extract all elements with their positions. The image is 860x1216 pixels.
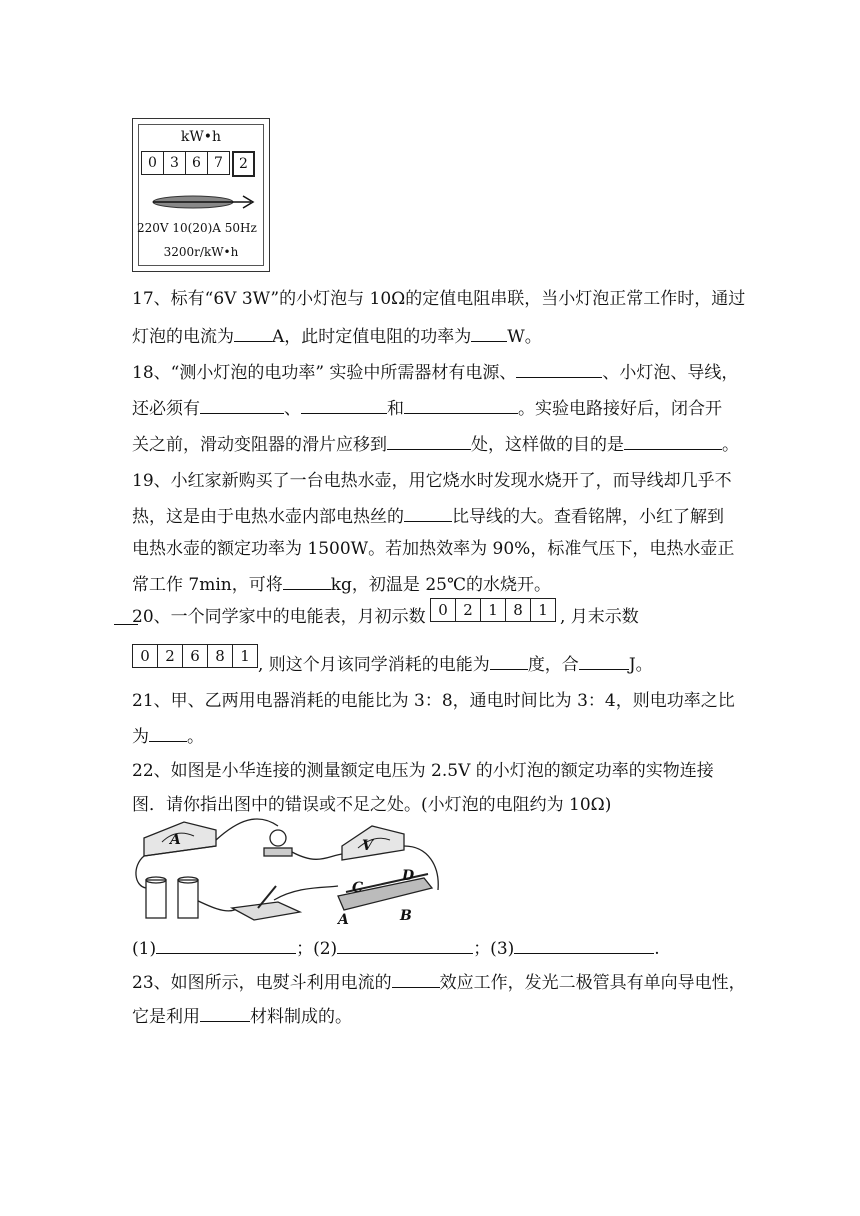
q19-text: kg，初温是 25℃的水烧开。 [330, 575, 551, 595]
q20-line1 [132, 606, 426, 628]
q21-line2 [132, 724, 204, 748]
end-reading-digits [132, 644, 258, 668]
start-reading-digits [430, 598, 556, 622]
q17-text: W。 [507, 327, 542, 347]
answer-blank[interactable] [516, 360, 602, 378]
q23-line2 [132, 1004, 352, 1028]
voltmeter-label: V [362, 838, 373, 854]
digit: 8 [208, 645, 233, 667]
bulb-icon [270, 830, 286, 846]
answer-blank[interactable] [301, 396, 387, 414]
meter-disc-icon [147, 191, 259, 213]
q19-text: 热，这是由于电热水壶内部电热丝的 [132, 507, 404, 527]
answer-blank[interactable] [337, 936, 473, 954]
rheostat-d-label: D [402, 868, 415, 884]
q19-line3: 电热水壶的额定功率为 1500W。若加热效率为 90%，标准气压下，电热水壶正 [132, 539, 735, 559]
q23-text: 效应工作，发光二极管具有单向导电性， [439, 973, 746, 993]
q20-text: J。 [628, 655, 653, 675]
wire [216, 819, 278, 840]
answer-blank[interactable] [392, 970, 440, 988]
meter-digit-decimal: 2 [232, 151, 255, 177]
q23-text: 23、如图所示，电熨斗利用电流的 [132, 973, 392, 993]
answer-blank[interactable] [234, 324, 272, 342]
q20-line1b: , 月末示数 [560, 607, 639, 627]
q18-text: 18、“测小灯泡的电功率” 实验中所需器材有电源、 [132, 363, 517, 383]
electric-meter-figure [132, 118, 270, 272]
q18-line3 [132, 432, 739, 456]
q18-text: 、小灯泡、导线， [602, 363, 739, 383]
wire [136, 856, 146, 888]
wire [292, 852, 342, 859]
q20-line2 [258, 652, 653, 676]
digit: 1 [481, 599, 506, 621]
q23-line1 [132, 970, 746, 994]
answer-blank[interactable] [624, 432, 722, 450]
meter-spec: 220V 10(20)A 50Hz [137, 221, 257, 235]
rheostat-c-label: C [352, 880, 364, 896]
answer-blank[interactable] [514, 936, 654, 954]
wire [274, 886, 338, 900]
q23-text: 它是利用 [132, 1007, 200, 1027]
ammeter-label: A [170, 832, 181, 848]
q22-answers [132, 936, 660, 960]
answer-blank[interactable] [579, 652, 629, 670]
q17-line1: 17、标有“6V 3W”的小灯泡与 10Ω的定值电阻串联，当小灯泡正常工作时，通过 [132, 289, 746, 309]
answer-label: ；(2) [296, 939, 338, 959]
q19-text: 常工作 7min，可将 [132, 575, 283, 595]
q17-text: A，此时定值电阻的功率为 [272, 327, 472, 347]
digit: 1 [240, 647, 250, 665]
q20-text: 度，合 [527, 655, 579, 675]
answer-blank[interactable] [490, 652, 528, 670]
q21-text: 。 [187, 727, 204, 747]
answer-blank[interactable] [283, 572, 331, 590]
answer-label: . [654, 939, 660, 959]
digit: 1 [538, 601, 548, 619]
q22-line2: 图．请你指出图中的错误或不足之处。(小灯泡的电阻约为 10Ω) [132, 795, 612, 815]
q18-text: 关之前，滑动变阻器的滑片应移到 [132, 435, 387, 455]
digit: 2 [456, 599, 481, 621]
q19-text: 比导线的大。查看铭牌，小红了解到 [452, 507, 724, 527]
q22-line1: 22、如图是小华连接的测量额定电压为 2.5V 的小灯泡的额定功率的实物连接 [132, 761, 714, 781]
rheostat-b-label: B [400, 908, 412, 924]
q19-line4 [132, 572, 551, 596]
meter-digit: 3 [163, 151, 186, 175]
answer-blank[interactable] [156, 936, 296, 954]
meter-digits [141, 151, 254, 177]
answer-label: (1) [132, 939, 157, 959]
rheostat-a-label: A [338, 912, 349, 928]
q21-text: 为 [132, 727, 149, 747]
answer-blank[interactable] [200, 396, 284, 414]
q20-text: 20、一个同学家中的电能表，月初示数 [132, 607, 426, 627]
answer-blank[interactable] [149, 724, 187, 742]
q18-text: 。 [722, 435, 739, 455]
q21-line1: 21、甲、乙两用电器消耗的电能比为 3：8，通电时间比为 3：4，则电功率之比 [132, 691, 735, 711]
answer-label: ；(3) [473, 939, 515, 959]
q18-text: 处，这样做的目的是 [471, 435, 624, 455]
q19-line1: 19、小红家新购买了一台电热水壶，用它烧水时发现水烧开了，而导线却几乎不 [132, 471, 732, 491]
q17-text: 灯泡的电流为 [132, 327, 234, 347]
meter-unit: kW•h [180, 129, 222, 145]
digit: 6 [183, 645, 208, 667]
q18-text: 。实验电路接好后，闭合开 [518, 399, 722, 419]
q18-text: 和 [387, 399, 404, 419]
circuit-diagram [128, 816, 448, 928]
switch-icon [232, 902, 300, 920]
meter-digit: 7 [207, 151, 230, 175]
meter-digit: 6 [185, 151, 208, 175]
answer-blank[interactable] [471, 324, 507, 342]
answer-blank[interactable] [404, 504, 452, 522]
q20-text: , 则这个月该同学消耗的电能为 [258, 655, 490, 675]
digit: 8 [506, 599, 531, 621]
digit: 0 [133, 645, 158, 667]
answer-blank[interactable] [387, 432, 471, 450]
q18-text: 、 [284, 399, 301, 419]
q17-line2 [132, 324, 542, 348]
q18-line1 [132, 360, 738, 384]
q19-line2 [132, 504, 724, 528]
q18-line2 [132, 396, 722, 420]
answer-blank[interactable] [404, 396, 518, 414]
battery-icon [146, 880, 166, 918]
digit: 2 [158, 645, 183, 667]
voltmeter-icon [342, 826, 404, 860]
meter-rate: 3200r/kW•h [163, 245, 239, 259]
q23-text: 材料制成的。 [250, 1007, 352, 1027]
digit: 0 [431, 599, 456, 621]
battery-icon [178, 880, 198, 918]
answer-blank[interactable] [200, 1004, 250, 1022]
q18-text: 还必须有 [132, 399, 200, 419]
meter-digit: 0 [141, 151, 164, 175]
